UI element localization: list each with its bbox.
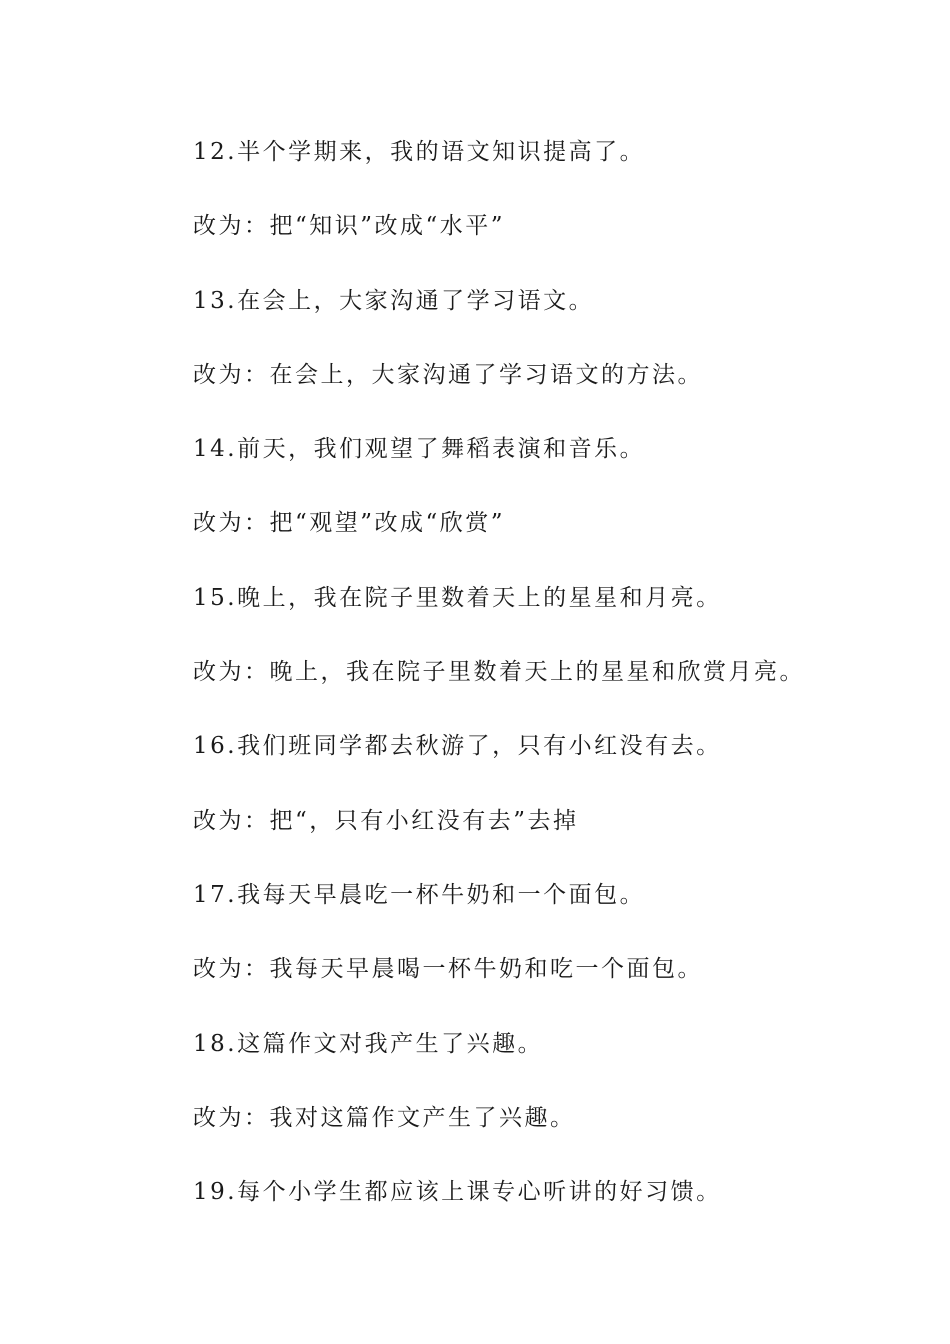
- sentence-18: 18.这篇作文对我产生了兴趣。: [193, 1030, 544, 1057]
- correction-12: 改为：把“知识”改成“水平”: [193, 213, 506, 240]
- correction-14: 改为：把“观望”改成“欣赏”: [193, 510, 506, 537]
- correction-15: 改为：晚上，我在院子里数着天上的星星和欣赏月亮。: [193, 659, 805, 686]
- sentence-14: 14.前天，我们观望了舞稻表演和音乐。: [193, 436, 646, 463]
- sentence-17: 17.我每天早晨吃一杯牛奶和一个面包。: [193, 881, 646, 908]
- sentence-12: 12.半个学期来，我的语文知识提高了。: [193, 139, 646, 165]
- correction-17: 改为：我每天早晨喝一杯牛奶和吃一个面包。: [193, 956, 703, 983]
- correction-18: 改为：我对这篇作文产生了兴趣。: [193, 1104, 576, 1131]
- sentence-19: 19.每个小学生都应该上课专心听讲的好习馈。: [193, 1179, 722, 1206]
- correction-13: 改为：在会上，大家沟通了学习语文的方法。: [193, 361, 703, 388]
- sentence-16: 16.我们班同学都去秋游了，只有小红没有去。: [193, 733, 722, 760]
- sentence-13: 13.在会上，大家沟通了学习语文。: [193, 287, 595, 314]
- sentence-15: 15.晚上，我在院子里数着天上的星星和月亮。: [193, 584, 722, 611]
- correction-16: 改为：把“，只有小红没有去”去掉: [193, 807, 579, 834]
- document-body: [193, 130, 913, 1244]
